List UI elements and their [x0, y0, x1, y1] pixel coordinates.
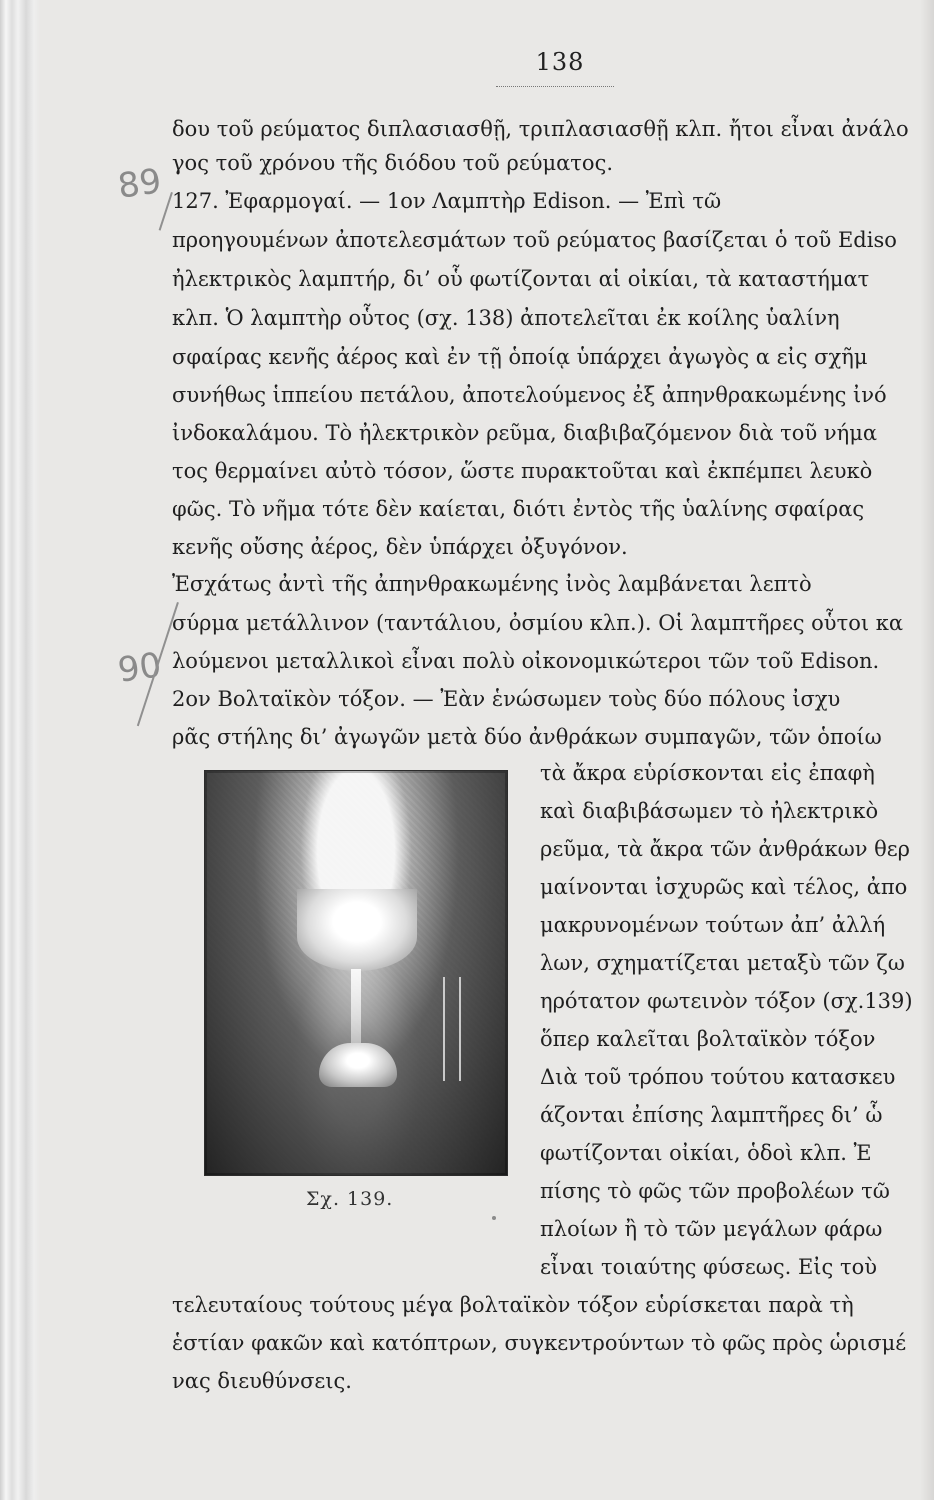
page-binding-edge: [0, 0, 40, 1500]
text-line-14: σύρμα μετάλλινον (ταντάλιου, ὀσμίου κλπ.). Οἱ λαμπτῆρες οὗτοι κα: [172, 611, 904, 635]
text-line-1: δου τοῦ ρεύματος διπλασιασθῇ, τριπλασιασθῇ κλπ. ἤτοι εἶναι ἀνάλο: [172, 117, 909, 141]
margin-note-90: 90: [115, 645, 164, 691]
figure-arc-glow: [351, 969, 361, 1047]
text-line-9: ἰνδοκαλάμου. Τὸ ἠλεκτρικὸν ρεῦμα, διαβιβαζόμενον διὰ τοῦ νήμα: [172, 421, 878, 445]
text-line-32: τελευταίους τούτους μέγα βολταϊκὸν τόξον εὑρίσκεται παρὰ τὴ: [172, 1293, 854, 1317]
text-line-22: μακρυνομένων τούτων ἀπ’ ἀλλή: [540, 913, 886, 937]
figure-lower-carbon: [319, 1043, 397, 1087]
text-line-18: τὰ ἄκρα εὑρίσκονται εἰς ἐπαφὴ: [540, 761, 875, 785]
text-line-24: ηρότατον φωτεινὸν τόξον (σχ.139): [540, 989, 913, 1013]
text-line-13: Ἐσχάτως ἀντὶ τῆς ἀπηνθρακωμένης ἰνὸς λαμβάνεται λεπτὸ: [172, 572, 812, 596]
figure-side-wire: [443, 977, 461, 1081]
page-number: 138: [535, 48, 585, 76]
text-line-25: ὅπερ καλεῖται βολταϊκὸν τόξον: [540, 1027, 876, 1051]
text-line-33: ἑστίαν φακῶν καὶ κατόπτρων, συγκεντρούντων τὸ φῶς πρὸς ὡρισμέ: [172, 1331, 907, 1355]
text-line-12: κενῆς οὔσης ἀέρος, δὲν ὑπάρχει ὀξυγόνον.: [172, 535, 628, 559]
text-line-31: εἶναι τοιαύτης φύσεως. Εἰς τοὺ: [540, 1255, 877, 1279]
text-line-28: φωτίζονται οἰκίαι, ὁδοὶ κλπ. Ἐ: [540, 1141, 872, 1165]
figure-upper-carbon: [297, 889, 417, 971]
text-line-17: ρᾶς στήλης δι’ ἀγωγῶν μετὰ δύο ἀνθράκων συμπαγῶν, τῶν ὁποίω: [172, 725, 882, 749]
text-line-4: προηγουμένων ἀποτελεσμάτων τοῦ ρεύματος βασίζεται ὁ τοῦ Ediso: [172, 228, 897, 252]
text-line-34: νας διευθύνσεις.: [172, 1369, 352, 1393]
figure-arc-lamp-image: [204, 770, 508, 1176]
text-line-7: σφαίρας κενῆς ἀέρος καὶ ἐν τῇ ὁποίᾳ ὑπάρχει ἀγωγὸς α εἰς σχῆμ: [172, 345, 868, 369]
text-line-29: πίσης τὸ φῶς τῶν προβολέων τῶ: [540, 1179, 890, 1203]
page-number-rule: [496, 86, 614, 87]
text-line-20: ρεῦμα, τὰ ἄκρα τῶν ἀνθράκων θερ: [540, 837, 911, 861]
text-line-5: ἠλεκτρικὸς λαμπτήρ, δι’ οὗ φωτίζονται αἱ οἰκίαι, τὰ καταστήματ: [172, 267, 870, 291]
text-line-8: συνήθως ἱππείου πετάλου, ἀποτελούμενος ἐξ ἀπηνθρακωμένης ἰνό: [172, 383, 887, 407]
text-line-10: τος θερμαίνει αὐτὸ τόσον, ὥστε πυρακτοῦται καὶ ἐκπέμπει λευκὸ: [172, 459, 873, 483]
text-line-2: γος τοῦ χρόνου τῆς διόδου τοῦ ρεύματος.: [172, 151, 613, 175]
text-line-11: φῶς. Τὸ νῆμα τότε δὲν καίεται, διότι ἐντὸς τῆς ὑαλίνης σφαίρας: [172, 497, 865, 521]
text-line-21: μαίνονται ἰσχυρῶς καὶ τέλος, ἀπο: [540, 875, 908, 899]
text-line-30: πλοίων ἢ τὸ τῶν μεγάλων φάρω: [540, 1217, 883, 1241]
figure-caption: Σχ. 139.: [306, 1188, 394, 1210]
text-line-15: λούμενοι μεταλλικοὶ εἶναι πολὺ οἰκονομικώτεροι τῶν τοῦ Edison.: [172, 649, 880, 673]
margin-note-89: 89: [115, 161, 164, 207]
text-line-6: κλπ. Ὁ λαμπτὴρ οὗτος (σχ. 138) ἀποτελεῖται ἐκ κοίλης ὑαλίνη: [172, 306, 840, 330]
text-line-19: καὶ διαβιβάσωμεν τὸ ἠλεκτρικὸ: [540, 799, 879, 823]
text-line-3: 127. Ἐφαρμογαί. — 1ον Λαμπτὴρ Edison. — Ἐπὶ τῶ: [172, 189, 722, 213]
text-line-27: άζονται ἐπίσης λαμπτῆρες δι’ ὧ: [540, 1103, 883, 1127]
text-line-23: λων, σχηματίζεται μεταξὺ τῶν ζω: [540, 951, 905, 975]
text-line-16: 2ον Βολταϊκὸν τόξον. — Ἐὰν ἑνώσωμεν τοὺς δύο πόλους ἰσχυ: [172, 687, 841, 711]
scan-spot: [492, 1216, 496, 1220]
text-line-26: Διὰ τοῦ τρόπου τούτου κατασκευ: [540, 1065, 896, 1089]
